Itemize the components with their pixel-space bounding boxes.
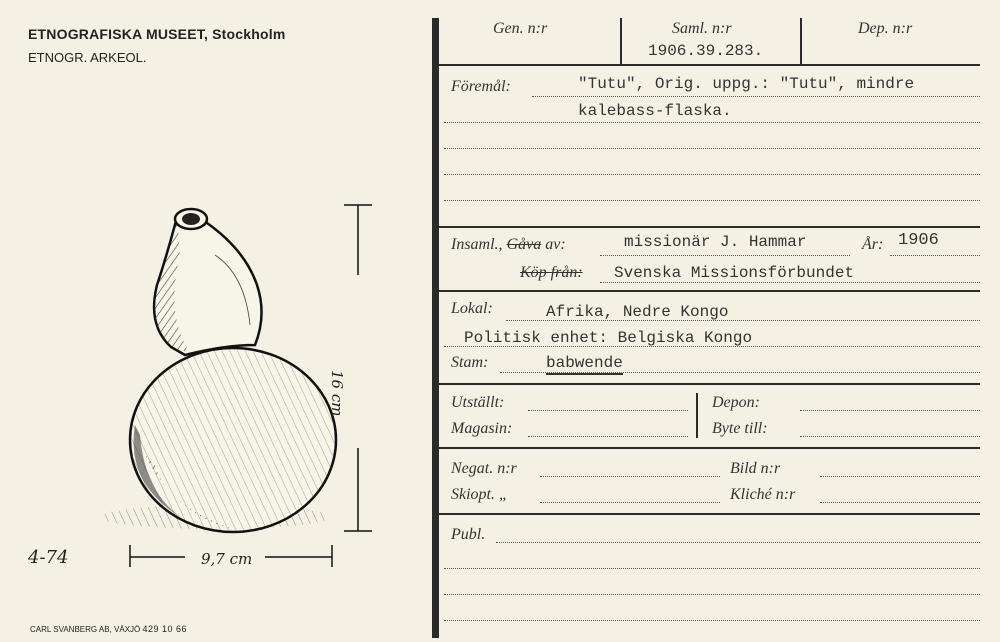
dotted-line <box>820 502 980 503</box>
dotted-line <box>528 436 688 437</box>
dotted-line <box>800 436 980 437</box>
dotted-line <box>444 594 980 595</box>
width-dimension-label: 9,7 cm <box>201 550 253 568</box>
dotted-line <box>600 255 850 256</box>
dep-nr-label: Dep. n:r <box>858 20 913 37</box>
ar-label: År: <box>862 236 884 253</box>
year-value: 1906 <box>898 231 939 250</box>
dotted-line <box>444 122 980 123</box>
lokal-value: Afrika, Nedre Kongo <box>546 303 729 321</box>
rule-header <box>436 64 980 66</box>
utstallt-divider <box>696 393 698 438</box>
skiopt-label: Skiopt. „ <box>451 486 508 503</box>
dotted-line <box>444 148 980 149</box>
saml-nr-label: Saml. n:r <box>672 20 732 37</box>
dotted-line <box>444 568 980 569</box>
rule-insaml <box>436 290 980 292</box>
bild-label: Bild n:r <box>730 460 781 477</box>
figure-number: 4-74 <box>28 547 69 568</box>
foremal-value-line2: kalebass-flaska. <box>578 102 732 120</box>
foremal-label: Föremål: <box>451 78 511 95</box>
byte-till-label: Byte till: <box>712 420 768 437</box>
depon-label: Depon: <box>712 394 760 411</box>
height-dimension-label: 16 cm <box>328 370 346 417</box>
form-left-border <box>432 18 439 638</box>
saml-nr-value: 1906.39.283. <box>648 42 764 60</box>
publ-label: Publ. <box>451 526 486 543</box>
dotted-line <box>528 410 688 411</box>
department-name: ETNOGR. ARKEOL. <box>28 50 147 65</box>
dotted-line <box>444 174 980 175</box>
source-value: Svenska Missionsförbundet <box>614 264 855 282</box>
negat-label: Negat. n:r <box>451 460 517 477</box>
utstallt-label: Utställt: <box>451 394 505 411</box>
stam-label: Stam: <box>451 354 489 371</box>
kliche-label: Kliché n:r <box>730 486 796 503</box>
lokal-label: Lokal: <box>451 300 493 317</box>
header-divider-1 <box>620 18 622 64</box>
collector-value: missionär J. Hammar <box>624 233 807 251</box>
rule-utstallt <box>436 447 980 449</box>
dotted-line <box>800 410 980 411</box>
politisk-enhet-value: Politisk enhet: Belgiska Kongo <box>464 329 753 347</box>
kop-label: Köp från: <box>520 264 583 281</box>
dotted-line <box>600 282 980 283</box>
rule-foremal <box>436 226 980 228</box>
insaml-label: Insaml., Gåva av: <box>451 236 566 253</box>
magasin-label: Magasin: <box>451 420 513 437</box>
dotted-line <box>820 476 980 477</box>
dotted-line <box>496 542 980 543</box>
gen-nr-label: Gen. n:r <box>493 20 548 37</box>
rule-lokal <box>436 383 980 385</box>
dotted-line <box>532 96 980 97</box>
dotted-line <box>890 255 980 256</box>
stam-value: babwende <box>546 354 623 375</box>
foremal-value-line1: "Tutu", Orig. uppg.: "Tutu", mindre <box>578 75 915 93</box>
header-divider-2 <box>800 18 802 64</box>
dotted-line <box>444 620 980 621</box>
printer-imprint: CARL SVANBERG AB, VÄXJÖ 429 10 66 <box>30 624 188 634</box>
dotted-line <box>540 476 720 477</box>
museum-name: ETNOGRAFISKA MUSEET, Stockholm <box>28 26 286 42</box>
dotted-line <box>444 200 980 201</box>
rule-negat <box>436 513 980 515</box>
dotted-line <box>540 502 720 503</box>
